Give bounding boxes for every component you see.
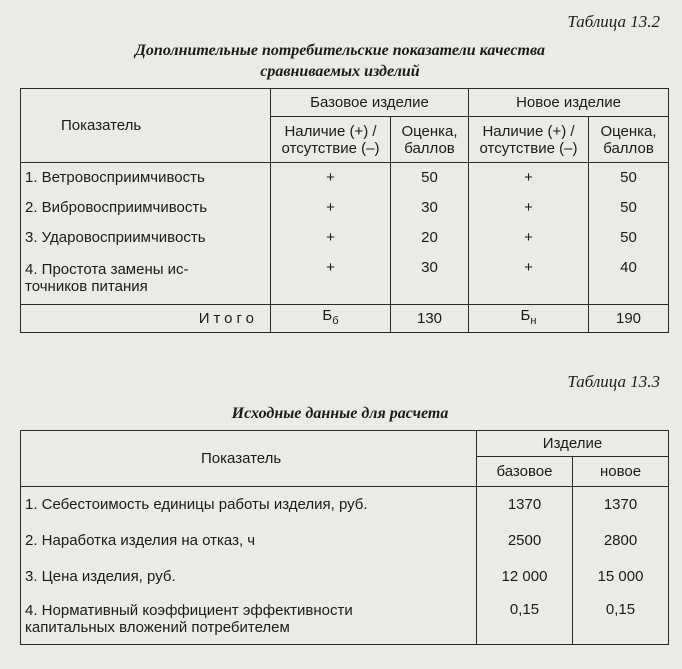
row-new-presence: + bbox=[469, 193, 589, 223]
header-base-presence: Наличие (+) / отсутствие (–) bbox=[271, 117, 391, 163]
table-13-3 bbox=[20, 430, 669, 645]
row-new-score: 50 bbox=[589, 163, 669, 193]
row-new: 2800 bbox=[573, 523, 669, 559]
table-13-2-title bbox=[80, 40, 600, 82]
header-product: Изделие bbox=[477, 431, 669, 457]
table-13-2-title-line1: Дополнительные потребительские показатели качества bbox=[134, 42, 546, 59]
header-new: новое bbox=[573, 457, 669, 487]
total-base-score: 130 bbox=[391, 305, 469, 333]
row-name: 3. Цена изделия, руб. bbox=[21, 559, 477, 595]
total-base-symbol-main: Б bbox=[322, 307, 333, 324]
total-label: Итого bbox=[21, 305, 271, 333]
table-row bbox=[21, 163, 669, 193]
table-13-2 bbox=[20, 88, 669, 333]
total-new-symbol bbox=[469, 305, 589, 333]
header-base-score: Оценка, баллов bbox=[391, 117, 469, 163]
row-base-score: 50 bbox=[391, 163, 469, 193]
row-new-score: 40 bbox=[589, 253, 669, 305]
row-new-presence: + bbox=[469, 163, 589, 193]
row-name: 2. Наработка изделия на отказ, ч bbox=[21, 523, 477, 559]
row-base-presence: + bbox=[271, 223, 391, 253]
row-new: 1370 bbox=[573, 487, 669, 523]
table-13-2-caption: Таблица 13.2 bbox=[567, 12, 660, 31]
table-13-2-title-line2: сравниваемых изделий bbox=[260, 63, 420, 80]
table-row-total bbox=[21, 305, 669, 333]
table-row bbox=[21, 487, 669, 523]
header-new-score: Оценка, баллов bbox=[589, 117, 669, 163]
row-name: 1. Себестоимость единицы работы изделия, руб. bbox=[21, 487, 477, 523]
row-base: 0,15 bbox=[477, 595, 573, 645]
header-indicator: Показатель bbox=[21, 431, 477, 487]
total-base-symbol bbox=[271, 305, 391, 333]
table-row bbox=[21, 595, 669, 645]
row-new-score: 50 bbox=[589, 223, 669, 253]
row-base: 1370 bbox=[477, 487, 573, 523]
row-new: 0,15 bbox=[573, 595, 669, 645]
row-new-presence: + bbox=[469, 223, 589, 253]
row-new-presence: + bbox=[469, 253, 589, 305]
row-new: 15 000 bbox=[573, 559, 669, 595]
row-base-score: 30 bbox=[391, 193, 469, 223]
row-name: 2. Вибровосприимчивость bbox=[21, 193, 271, 223]
row-name: 1. Ветровосприимчивость bbox=[21, 163, 271, 193]
row-name: 4. Простота замены ис-точников питания bbox=[21, 253, 271, 305]
header-indicator: Показатель bbox=[21, 89, 271, 163]
table-row bbox=[21, 523, 669, 559]
header-new-product: Новое изделие bbox=[469, 89, 669, 117]
total-base-symbol-sub: б bbox=[332, 315, 339, 327]
table-row bbox=[21, 223, 669, 253]
row-name: 4. Нормативный коэффициент эффективности капитальных вложений потребителем bbox=[21, 595, 477, 645]
total-new-symbol-main: Б bbox=[520, 307, 531, 324]
row-base: 12 000 bbox=[477, 559, 573, 595]
row-base-score: 20 bbox=[391, 223, 469, 253]
row-base-presence: + bbox=[271, 253, 391, 305]
row-new-score: 50 bbox=[589, 193, 669, 223]
table-row bbox=[21, 253, 669, 305]
table-row bbox=[21, 559, 669, 595]
row-base: 2500 bbox=[477, 523, 573, 559]
row-base-presence: + bbox=[271, 163, 391, 193]
table-13-3-title: Исходные данные для расчета bbox=[231, 405, 449, 422]
header-base-product: Базовое изделие bbox=[271, 89, 469, 117]
row-base-score: 30 bbox=[391, 253, 469, 305]
table-13-3-caption: Таблица 13.3 bbox=[567, 372, 660, 391]
table-row bbox=[21, 193, 669, 223]
header-new-presence: Наличие (+) / отсутствие (–) bbox=[469, 117, 589, 163]
total-new-symbol-sub: н bbox=[530, 315, 537, 327]
row-name: 3. Ударовосприимчивость bbox=[21, 223, 271, 253]
header-base: базовое bbox=[477, 457, 573, 487]
total-new-score: 190 bbox=[589, 305, 669, 333]
row-base-presence: + bbox=[271, 193, 391, 223]
